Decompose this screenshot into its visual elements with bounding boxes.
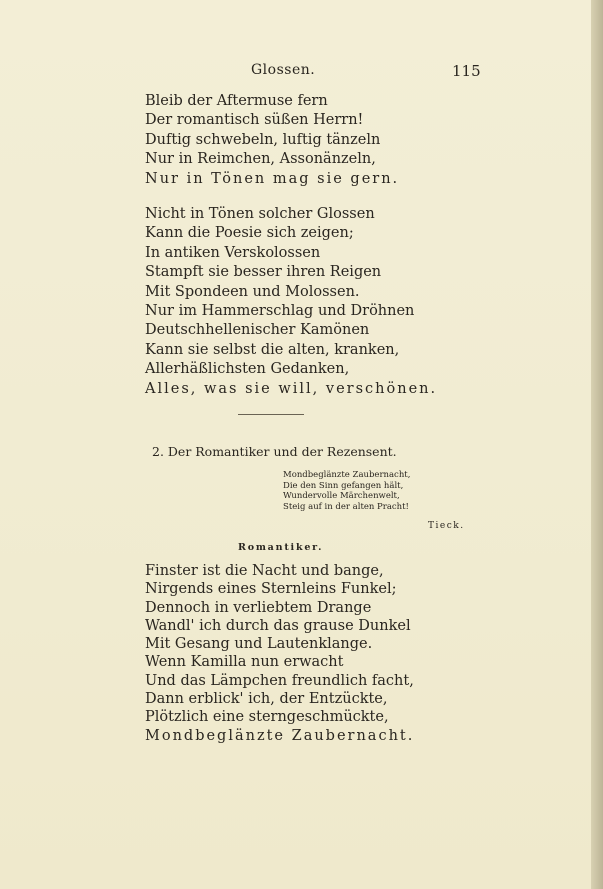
verse-line: Plötzlich eine sterngeschmückte, (145, 709, 389, 726)
section-divider (238, 414, 304, 415)
stanza-3 (145, 562, 414, 745)
verse-line: Nur in Reimchen, Assonänzeln, (145, 151, 376, 168)
verse-line: Dennoch in verliebtem Drange (145, 599, 372, 616)
verse-line: In antiken Verskolossen (145, 244, 321, 261)
verse-line: Kann sie selbst die alten, kranken, (145, 341, 400, 358)
page-edge (591, 0, 603, 889)
verse-line: Alles, was sie will, verschönen. (145, 380, 438, 397)
stanza-2 (145, 205, 437, 399)
verse-line: Mit Spondeen und Molossen. (145, 283, 360, 300)
page-number: 115 (452, 62, 481, 80)
verse-line: Nur in Tönen mag sie gern. (145, 170, 400, 187)
verse-line: Nirgends eines Sternleins Funkel; (145, 581, 397, 598)
epigraph-line: Mondbeglänzte Zaubernacht, (283, 470, 411, 480)
verse-line: Bleib der Aftermuse fern (145, 93, 328, 109)
verse-line: Dann erblick' ich, der Entzückte, (145, 691, 388, 708)
stanza-1 (145, 92, 399, 189)
epigraph-line: Die den Sinn gefangen hält, (283, 480, 404, 491)
verse-line: Kann die Poesie sich zeigen; (145, 225, 354, 242)
epigraph-line: Steig auf in der alten Pracht! (283, 501, 409, 512)
speaker-label: Romantiker. (238, 542, 324, 553)
verse-line: Stampft sie besser ihren Reigen (145, 264, 382, 281)
verse-line: Und das Lämpchen freundlich facht, (145, 672, 414, 689)
verse-line: Mondbeglänzte Zaubernacht. (145, 727, 415, 744)
verse-line: Mit Gesang und Lautenklange. (145, 636, 373, 653)
verse-line: Wenn Kamilla nun erwacht (145, 654, 344, 671)
verse-line: Nur im Hammerschlag und Dröhnen (145, 303, 415, 320)
verse-line: Wandl' ich durch das grause Dunkel (145, 617, 411, 634)
verse-line: Nicht in Tönen solcher Glossen (145, 206, 375, 222)
verse-line: Deutschhellenischer Kamönen (145, 322, 370, 339)
running-title: Glossen. (251, 62, 316, 78)
epigraph-author: Tieck. (428, 521, 465, 531)
verse-line: Der romantisch süßen Herrn! (145, 112, 364, 129)
epigraph-line: Wundervolle Märchenwelt, (283, 491, 400, 501)
verse-line: Allerhäßlichsten Gedanken, (145, 361, 350, 378)
verse-line: Finster ist die Nacht und bange, (145, 563, 384, 579)
verse-line: Duftig schwebeln, luftig tänzeln (145, 131, 381, 148)
epigraph (283, 470, 410, 512)
section-title: 2. Der Romantiker und der Rezensent. (152, 444, 397, 459)
page-header (0, 62, 591, 82)
